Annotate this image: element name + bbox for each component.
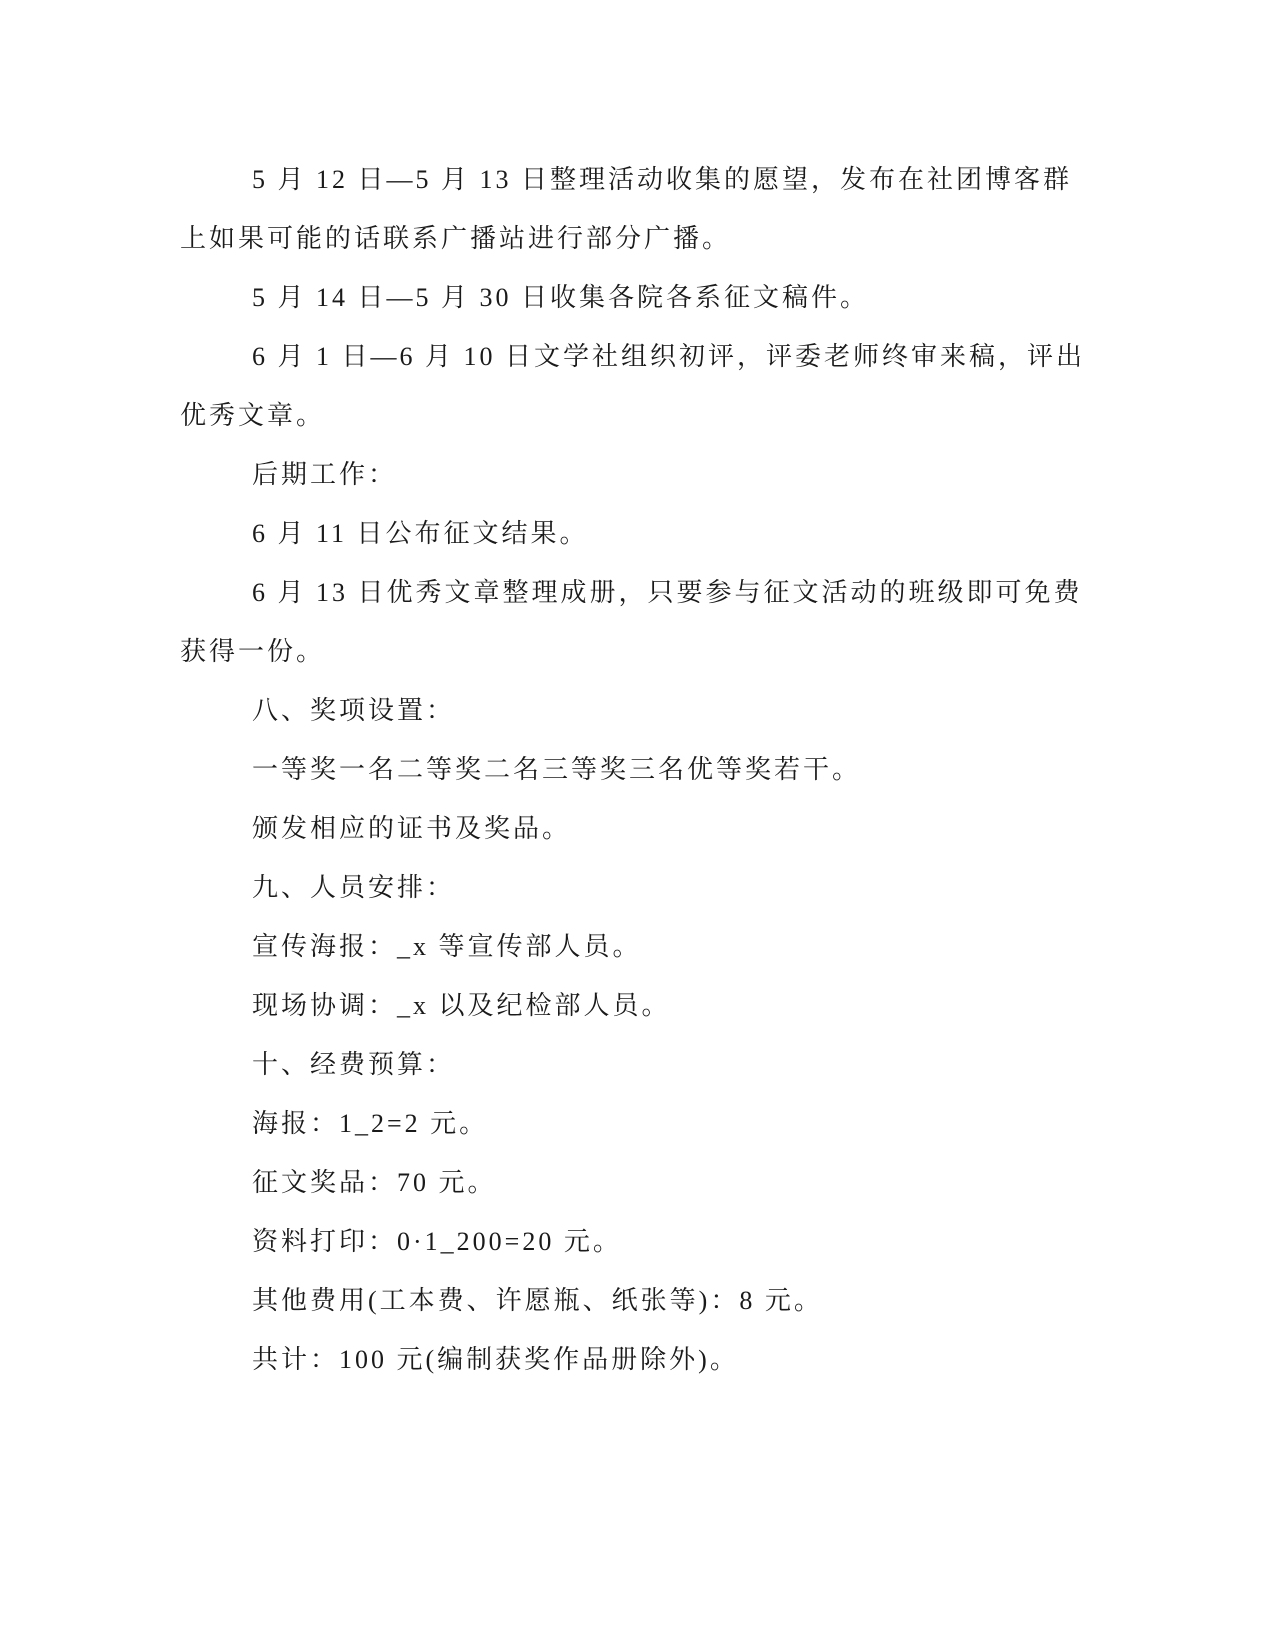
paragraph-schedule-june-1: 6 月 1 日—6 月 10 日文学社组织初评，评委老师终审来稿，评出 xyxy=(252,342,1086,371)
paragraph-june-11: 6 月 11 日公布征文结果。 xyxy=(252,519,589,548)
paragraph-staff-posters: 宣传海报：_x 等宣传部人员。 xyxy=(252,932,642,961)
heading-budget: 十、经费预算： xyxy=(252,1050,456,1079)
paragraph-schedule-may-14: 5 月 14 日—5 月 30 日收集各院各系征文稿件。 xyxy=(252,283,870,312)
heading-awards: 八、奖项设置： xyxy=(252,696,456,725)
budget-item-other: 其他费用(工本费、许愿瓶、纸张等)：8 元。 xyxy=(252,1286,823,1315)
paragraph-june-13-cont: 获得一份。 xyxy=(180,637,326,666)
paragraph-june-13: 6 月 13 日优秀文章整理成册，只要参与征文活动的班级即可免费 xyxy=(252,578,1083,607)
budget-item-posters: 海报：1_2=2 元。 xyxy=(252,1109,489,1138)
budget-item-prizes: 征文奖品：70 元。 xyxy=(252,1168,497,1197)
paragraph-schedule-may-12-cont: 上如果可能的话联系广播站进行部分广播。 xyxy=(180,224,732,253)
paragraph-award-counts: 一等奖一名二等奖二名三等奖三名优等奖若干。 xyxy=(252,755,862,784)
paragraph-schedule-june-1-cont: 优秀文章。 xyxy=(180,401,326,430)
budget-item-printing: 资料打印：0·1_200=20 元。 xyxy=(252,1227,622,1256)
paragraph-schedule-may-12: 5 月 12 日—5 月 13 日整理活动收集的愿望，发布在社团博客群 xyxy=(252,165,1073,194)
paragraph-staff-onsite: 现场协调：_x 以及纪检部人员。 xyxy=(252,991,671,1020)
document-body xyxy=(180,150,1086,1389)
paragraph-award-certificates: 颁发相应的证书及奖品。 xyxy=(252,814,572,843)
heading-staffing: 九、人员安排： xyxy=(252,873,456,902)
heading-later-work: 后期工作： xyxy=(252,460,398,489)
budget-total: 共计：100 元(编制获奖作品册除外)。 xyxy=(252,1345,739,1374)
